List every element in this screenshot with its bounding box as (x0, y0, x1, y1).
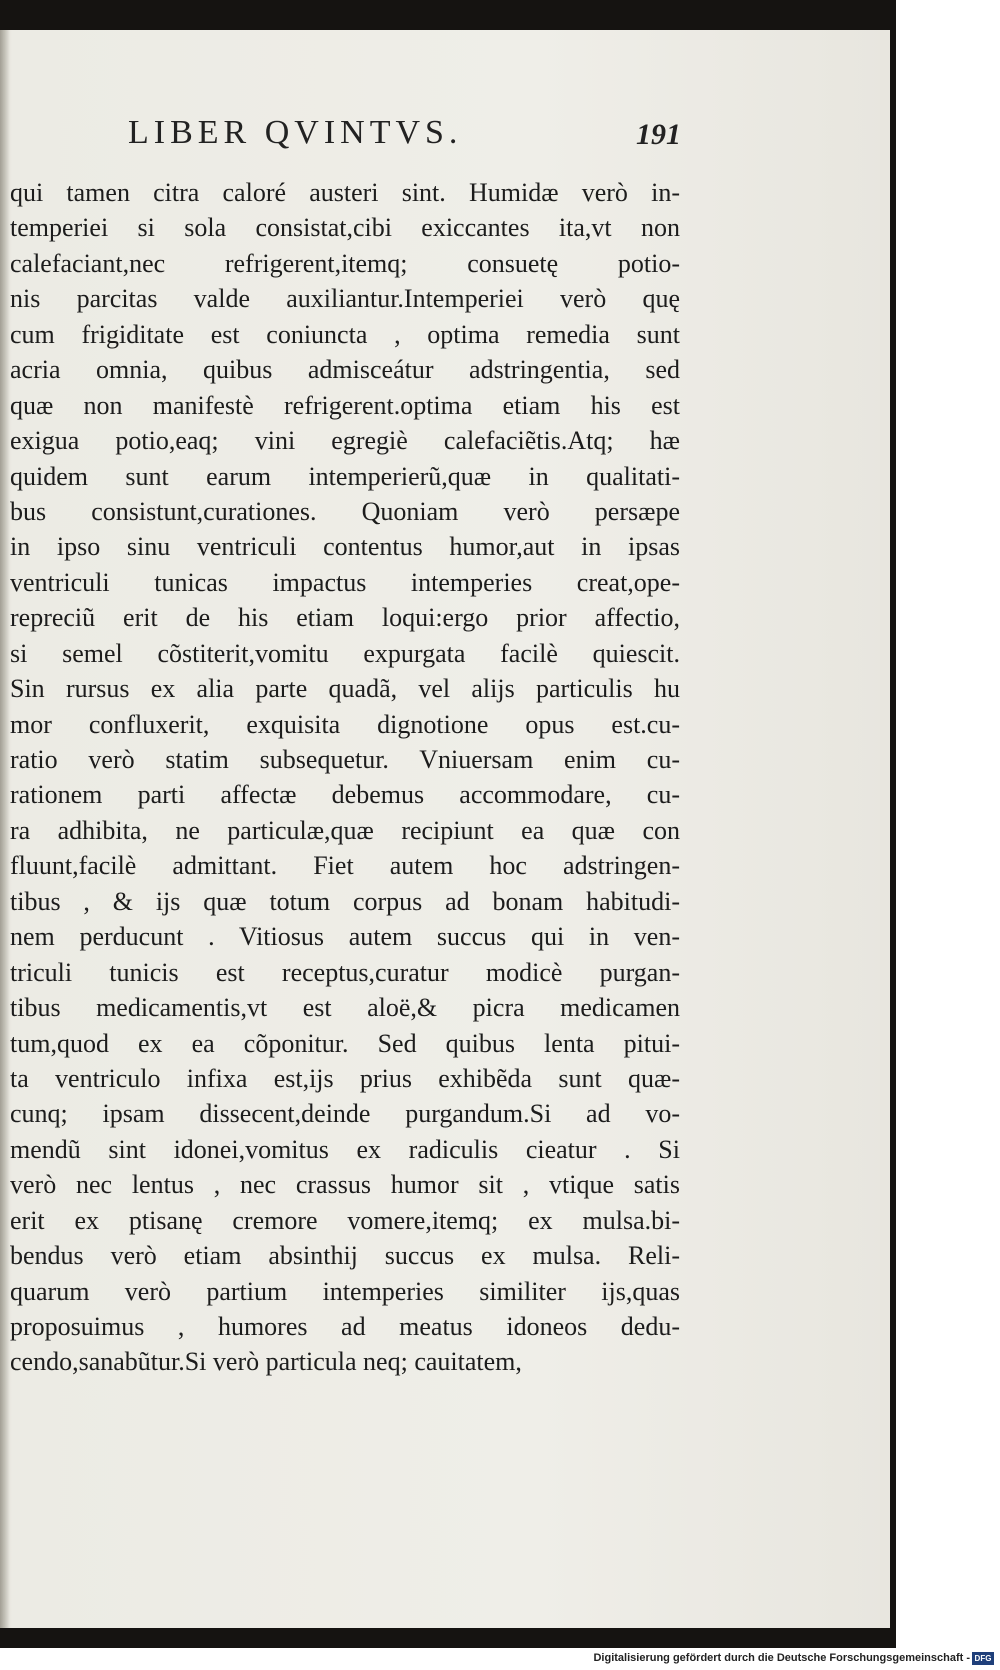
text-line: triculi tunicis est receptus,curatur modicè purgan- (10, 957, 680, 987)
text-line: si semel cõstiterit,vomitu expurgata facilè quiescit. (10, 638, 680, 668)
text-line: tibus medicamentis,vt est aloë,& picra medicamen (10, 993, 680, 1023)
text-line: ra adhibita, ne particulæ,quæ recipiunt ea quæ con (10, 815, 680, 845)
text-line: rationem parti affectæ debemus accommodare, cu- (10, 780, 680, 810)
text-line: ratio verò statim subsequetur. Vniuersam enim cu- (10, 745, 680, 774)
text-line: erit ex ptisanę cremore vomere,itemq; ex mulsa.bi- (10, 1205, 680, 1235)
text-line: Sin rursus ex alia parte quadã, vel alijs particulis hu (10, 674, 680, 704)
text-line: tibus , & ijs quæ totum corpus ad bonam habitudi- (10, 886, 680, 916)
text-line: nis parcitas valde auxiliantur.Intemperiei verò quę (10, 284, 680, 314)
funding-credit: Digitalisierung gefördert durch die Deutsche Forschungsgemeinschaft - (593, 1652, 970, 1664)
text-line: repreciũ erit de his etiam loqui:ergo prior affectio, (10, 603, 680, 633)
text-line: acria omnia, quibus admisceátur adstringentia, sed (10, 355, 680, 385)
text-line: temperiei si sola consistat,cibi exiccantes ita,vt non (10, 213, 680, 243)
page-gutter-shadow (0, 30, 10, 1628)
text-line: mendũ sint idonei,vomitus ex radiculis cieatur . Si (10, 1134, 680, 1164)
text-line: quarum verò partium intemperies similiter ijs,quas (10, 1276, 680, 1306)
text-line: in ipso sinu ventriculi contentus humor,aut in ipsas (10, 532, 680, 562)
text-line: ta ventriculo infixa est,ijs prius exhibẽda sunt quæ- (10, 1063, 680, 1093)
text-block (10, 175, 680, 1380)
text-line: bus consistunt,curationes. Quoniam verò persæpe (10, 496, 680, 526)
text-line: verò nec lentus , nec crassus humor sit , vtique satis (10, 1170, 680, 1200)
running-head (8, 110, 878, 162)
text-line: exigua potio,eaq; vini egregiè calefaciẽtis.Atq; hæ (10, 426, 680, 456)
text-line: bendus verò etiam absinthij succus ex mulsa. Reli- (10, 1241, 680, 1271)
text-line: mor confluxerit, exquisita dignotione opus est.cu- (10, 709, 680, 739)
running-title: LIBER QVINTVS. (128, 114, 463, 151)
text-line: qui tamen citra caloré austeri sint. Humidæ verò in- (10, 178, 680, 207)
footer-bar (0, 1648, 1000, 1670)
text-line: proposuimus , humores ad meatus idoneos dedu- (10, 1312, 680, 1341)
text-line: nem perducunt . Vitiosus autem succus qui in ven- (10, 922, 680, 952)
text-line: cum frigiditate est coniuncta , optima remedia sunt (10, 319, 680, 349)
dfg-logo: DFG (972, 1652, 994, 1665)
text-line: ventriculi tunicas impactus intemperies creat,ope- (10, 567, 680, 597)
text-line: quidem sunt earum intemperierũ,quæ in qualitati- (10, 461, 680, 491)
text-line: cendo,sanabũtur.Si verò particula neq; cauitatem, (10, 1347, 522, 1377)
book-page (0, 30, 890, 1628)
text-line: calefaciant,nec refrigerent,itemq; consuetę potio- (10, 248, 680, 278)
text-line: cunq; ipsam dissecent,deinde purgandum.Si ad vo- (10, 1099, 680, 1129)
page-number: 191 (636, 118, 681, 151)
text-line: quæ non manifestè refrigerent.optima etiam his est (10, 390, 680, 420)
text-line: tum,quod ex ea cõponitur. Sed quibus lenta pitui- (10, 1028, 680, 1058)
text-line: fluunt,facilè admittant. Fiet autem hoc adstringen- (10, 851, 680, 881)
